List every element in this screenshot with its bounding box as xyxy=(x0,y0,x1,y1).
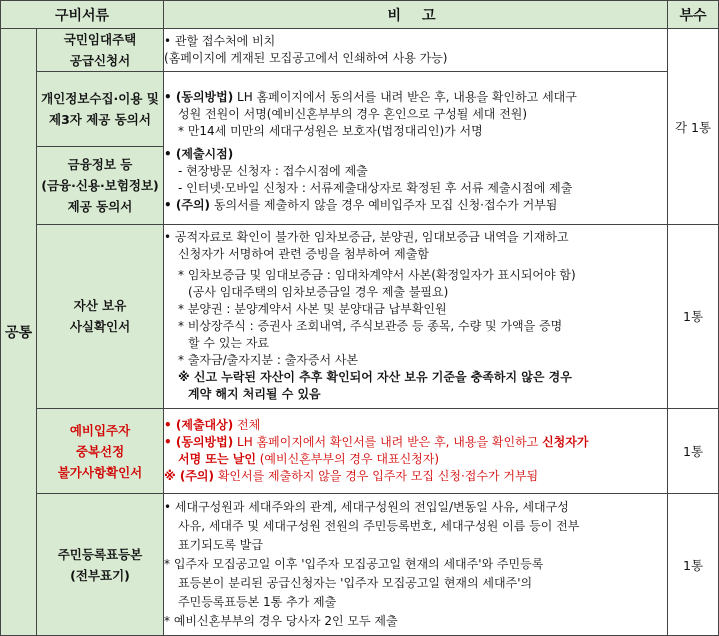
note-line: - 현장방문 신청자 : 접수시점에 제출 xyxy=(178,163,368,178)
note-consent xyxy=(164,72,668,225)
count-consent: 각 1통 xyxy=(668,29,719,225)
doc-name-line: 주민등록표등본 xyxy=(57,546,143,562)
table-row xyxy=(1,29,719,72)
doc-name-line: 자산 보유 xyxy=(73,298,127,314)
count-asset: 1통 xyxy=(668,225,719,409)
note-line: * 분양권 : 분양계약서 사본 및 분양대금 납부확인원 xyxy=(178,302,447,317)
header-notes: 비 고 xyxy=(164,1,668,29)
doc-personal-info-consent xyxy=(37,72,164,146)
note-text: 전체 xyxy=(233,418,261,433)
note-line: • 세대구성원과 세대주와의 관계, 세대구성원의 전입일/변동일 사유, 세대구성 xyxy=(164,500,569,515)
caution-label: • (주의) xyxy=(164,197,211,212)
note-line: • 관할 접수처에 비치 xyxy=(164,34,276,49)
note-line: * 만14세 미만의 세대구성원은 보호자(법정대리인)가 서명 xyxy=(178,123,483,138)
note-line: 성원 전원이 서명(예비신혼부부의 경우 혼인으로 구성될 세대 전원) xyxy=(178,106,528,121)
doc-asset-confirmation xyxy=(37,225,164,409)
note-line: (홈페이지에 게재된 모집공고에서 인쇄하여 사용 가능) xyxy=(164,51,448,66)
doc-application-form xyxy=(37,29,164,72)
caution-label: ※ (주의) xyxy=(164,469,215,484)
note-line: 사유, 세대주 및 세대구성원 전원의 주민등록번호, 세대구성원 이름 등이 전부 xyxy=(178,519,580,534)
note-line: * 비상장주식 : 증권사 조회내역, 주식보관증 등 종목, 수량 및 가액을 증명 xyxy=(178,319,563,334)
doc-name-line: 개인정보수집·이용 및 xyxy=(41,91,159,106)
table-row xyxy=(1,72,719,146)
note-line: 표등본이 분리된 공급신청자는 '입주자 모집공고일 현재의 세대주'의 xyxy=(178,576,533,591)
note-text: LH 홈페이지에서 동의서를 내려 받은 후, 내용을 확인하고 세대구 xyxy=(233,89,577,104)
note-line: • 공적자료로 확인이 불가한 임차보증금, 분양권, 임대보증금 내역을 기재하고 xyxy=(164,230,569,245)
note-application xyxy=(164,29,668,72)
note-bold: 서명 또는 날인 xyxy=(178,452,256,467)
doc-name-line: 제공 동의서 xyxy=(67,198,133,214)
note-line: * 입주자 모집공고일 이후 '입주자 모집공고일 현재의 세대주'와 주민등록 xyxy=(164,557,544,572)
note-line: * 임차보증금 및 임대보증금 : 임대차계약서 사본(확정일자가 표시되어야 함) xyxy=(178,268,576,283)
header-docs: 구비서류 xyxy=(1,1,164,29)
doc-duplicate-selection xyxy=(37,408,164,493)
target-label: • (제출대상) xyxy=(164,418,234,433)
doc-finance-consent xyxy=(37,146,164,224)
doc-name-line: (금융·신용·보험정보) xyxy=(41,177,159,193)
note-line: * 예비신혼부부의 경우 당사자 2인 모두 제출 xyxy=(164,614,398,629)
note-line: 표기되도록 발급 xyxy=(178,538,263,553)
doc-name-line: (전부표기) xyxy=(70,567,130,583)
note-line: ※ 신고 누락된 자산이 추후 확인되어 자산 보유 기준을 충족하지 않은 경우 xyxy=(178,370,572,385)
doc-name-line: 중복선정 xyxy=(75,443,125,459)
doc-name-line: 금융정보 등 xyxy=(67,156,133,172)
category-common: 공통 xyxy=(1,29,37,636)
method-label: • (동의방법) xyxy=(164,435,234,450)
note-line: 할 수 있는 자료 xyxy=(188,336,270,351)
method-label: • (동의방법) xyxy=(164,89,234,104)
submit-label: • (제출시점) xyxy=(164,146,234,161)
count-duplicate: 1통 xyxy=(668,408,719,493)
note-text: LH 홈페이지에서 확인서를 내려 받은 후, 내용을 확인하고 xyxy=(233,435,543,450)
doc-name-line: 예비입주자 xyxy=(69,422,131,438)
header-count: 부수 xyxy=(668,1,719,29)
doc-name-line: 사실확인서 xyxy=(69,319,131,335)
note-line: 주민등록표등본 1통 추가 제출 xyxy=(178,595,337,610)
note-text: 확인서를 제출하지 않을 경우 입주자 모집 신청·접수가 거부됨 xyxy=(214,469,539,484)
note-text: (예비신혼부부의 경우 대표신청자) xyxy=(255,452,440,467)
note-line: 계약 해지 처리될 수 있음 xyxy=(188,387,321,402)
doc-name-line: 국민임대주택 xyxy=(63,32,137,48)
note-asset xyxy=(164,225,668,409)
table-row xyxy=(1,494,719,636)
table-row xyxy=(1,225,719,409)
note-line: * 출자금/출자지분 : 출자증서 사본 xyxy=(178,353,359,368)
doc-name-line: 제3자 제공 동의서 xyxy=(49,112,151,127)
note-line: 신청자가 서명하여 관련 증빙을 첨부하여 제출함 xyxy=(178,247,429,262)
doc-resident-registration xyxy=(37,494,164,636)
note-line: - 인터넷·모바일 신청자 : 서류제출대상자로 확정된 후 서류 제출시점에 제출 xyxy=(178,180,573,195)
table-row xyxy=(1,408,719,493)
note-bold: 신청자가 xyxy=(542,435,589,450)
doc-name-line: 불가사항확인서 xyxy=(57,464,143,480)
doc-name-line: 공급신청서 xyxy=(69,53,131,69)
note-resident xyxy=(164,494,668,636)
note-line: (공사 임대주택의 임차보증금일 경우 제출 불필요) xyxy=(188,285,449,300)
header-row xyxy=(1,1,719,29)
note-duplicate xyxy=(164,408,668,493)
count-resident: 1통 xyxy=(668,494,719,636)
note-text: 동의서를 제출하지 않을 경우 예비입주자 모집 신청·접수가 거부됨 xyxy=(210,197,558,212)
